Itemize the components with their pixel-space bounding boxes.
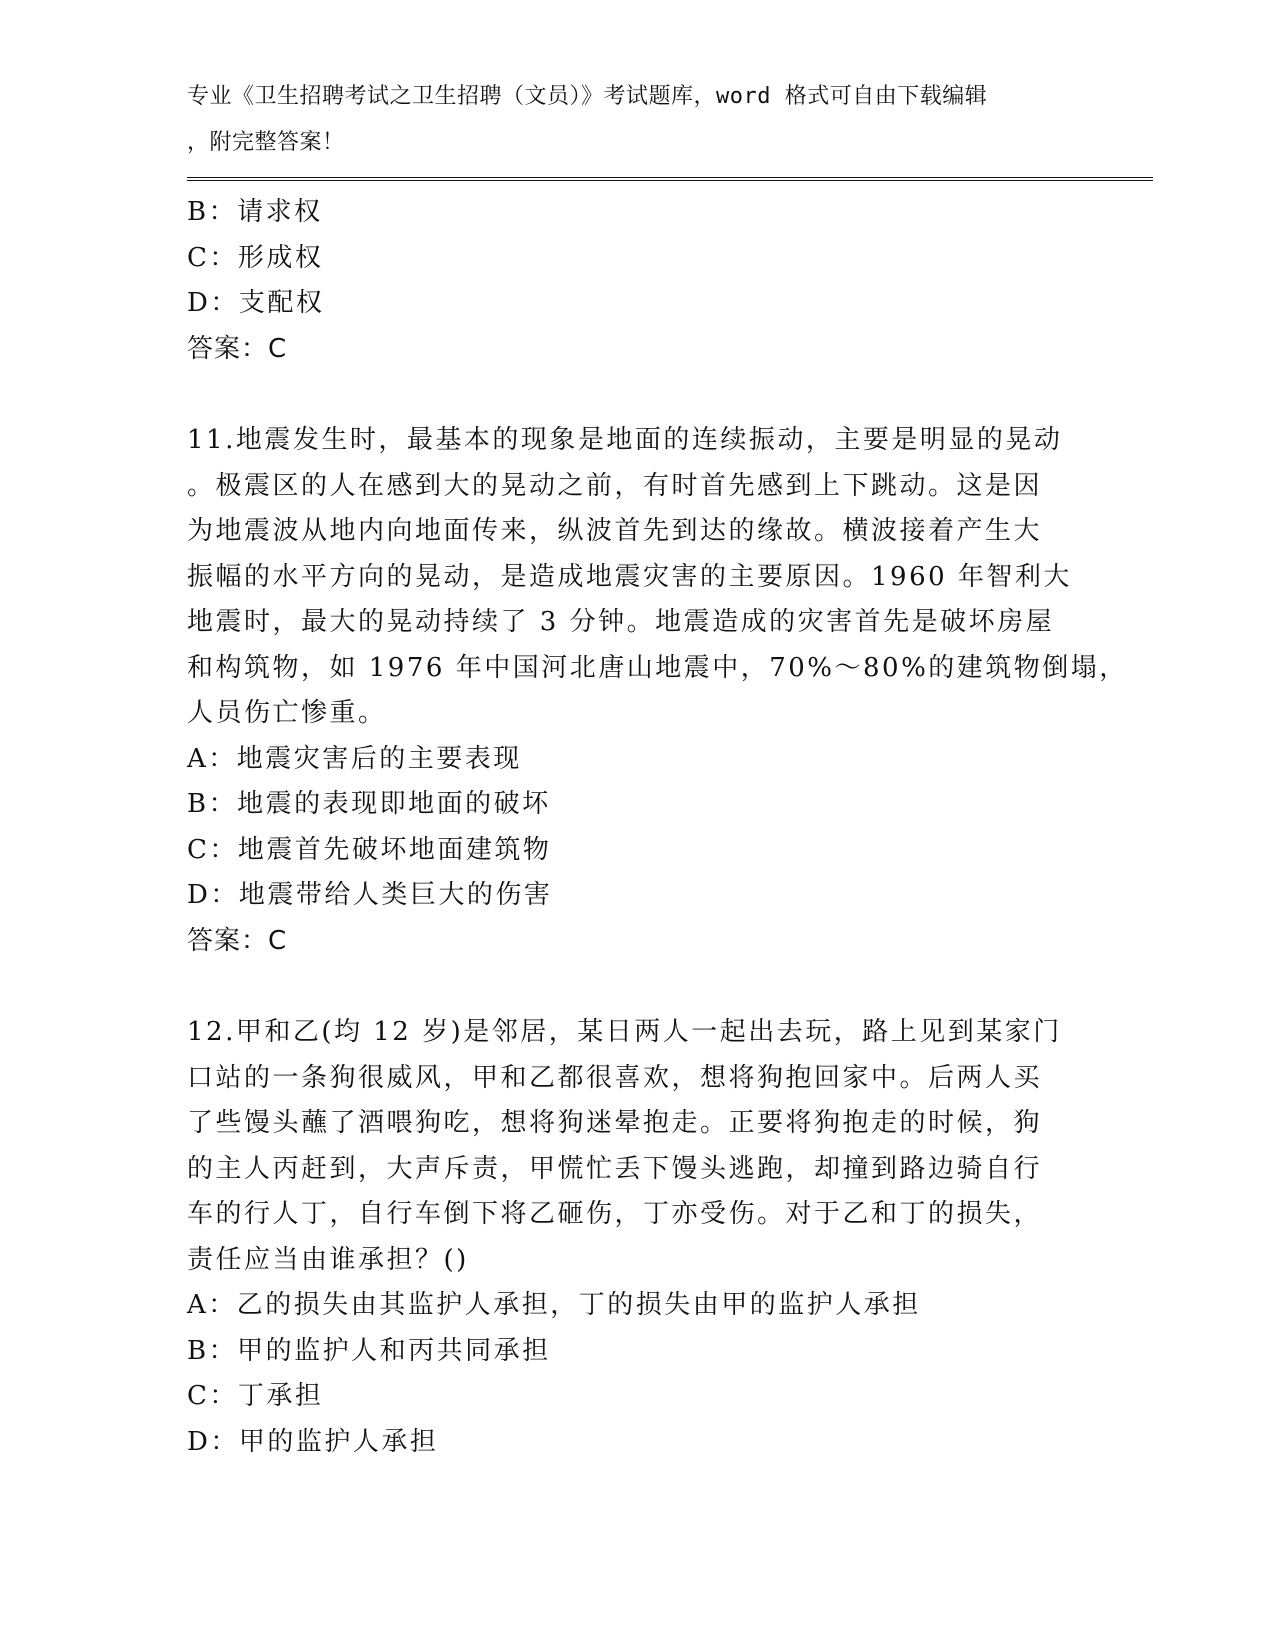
header-divider [187, 177, 1153, 181]
question-text: 振幅的水平方向的晃动，是造成地震灾害的主要原因。1960 年智利大 [187, 561, 1072, 592]
option: D：甲的监护人承担 [187, 1426, 439, 1457]
header-line: 专业《卫生招聘考试之卫生招聘（文员）》考试题库，word 格式可自由下载编辑 [187, 84, 988, 109]
spacer [187, 964, 1087, 1010]
option: C：地震首先破坏地面建筑物 [187, 834, 552, 865]
option: B：甲的监护人和丙共同承担 [187, 1335, 551, 1366]
question-text: 和构筑物，如 1976 年中国河北唐山地震中，70%～80%的建筑物倒塌， [187, 652, 1128, 683]
question-text: 人员伤亡惨重。 [187, 698, 387, 728]
option: C：丁承担 [187, 1381, 324, 1411]
header-line: ，附完整答案！ [187, 129, 345, 155]
question-text: 地震时，最大的晃动持续了 3 分钟。地震造成的灾害首先是破坏房屋 [187, 607, 1055, 637]
option: D：地震带给人类巨大的伤害 [187, 880, 553, 910]
question-text: 责任应当由谁承担？() [187, 1244, 469, 1275]
option: A：地震灾害后的主要表现 [187, 743, 522, 774]
previous-question-tail [187, 190, 1087, 372]
question-11 [187, 418, 1128, 964]
question-12 [187, 1010, 1087, 1465]
question-text: 。极震区的人在感到大的晃动之前，有时首先感到上下跳动。这是因 [187, 470, 1043, 501]
spacer [187, 372, 1087, 418]
option: B：地震的表现即地面的破坏 [187, 789, 551, 819]
option: D：支配权 [187, 288, 325, 318]
option: B：请求权 [187, 197, 323, 227]
option: C：形成权 [187, 242, 324, 273]
answer: 答案：C [187, 333, 288, 364]
question-text: 11.地震发生时，最基本的现象是地面的连续振动，主要是明显的晃动 [187, 425, 1063, 455]
question-text: 口站的一条狗很威风，甲和乙都很喜欢，想将狗抱回家中。后两人买 [187, 1062, 1043, 1093]
question-text: 为地震波从地内向地面传来，纵波首先到达的缘故。横波接着产生大 [187, 516, 1043, 546]
page-header [187, 74, 1067, 165]
answer: 答案：C [187, 925, 288, 956]
question-content [187, 190, 1128, 1465]
question-text: 的主人丙赶到，大声斥责，甲慌忙丢下馒头逃跑，却撞到路边骑自行 [187, 1153, 1043, 1184]
question-text: 12.甲和乙(均 12 岁)是邻居，某日两人一起出去玩，路上见到某家门 [187, 1017, 1062, 1047]
question-text: 车的行人丁，自行车倒下将乙砸伤，丁亦受伤。对于乙和丁的损失， [187, 1199, 1043, 1229]
question-text: 了些馒头蘸了酒喂狗吃，想将狗迷晕抱走。正要将狗抱走的时候，狗 [187, 1108, 1043, 1138]
option: A：乙的损失由其监护人承担，丁的损失由甲的监护人承担 [187, 1290, 921, 1320]
